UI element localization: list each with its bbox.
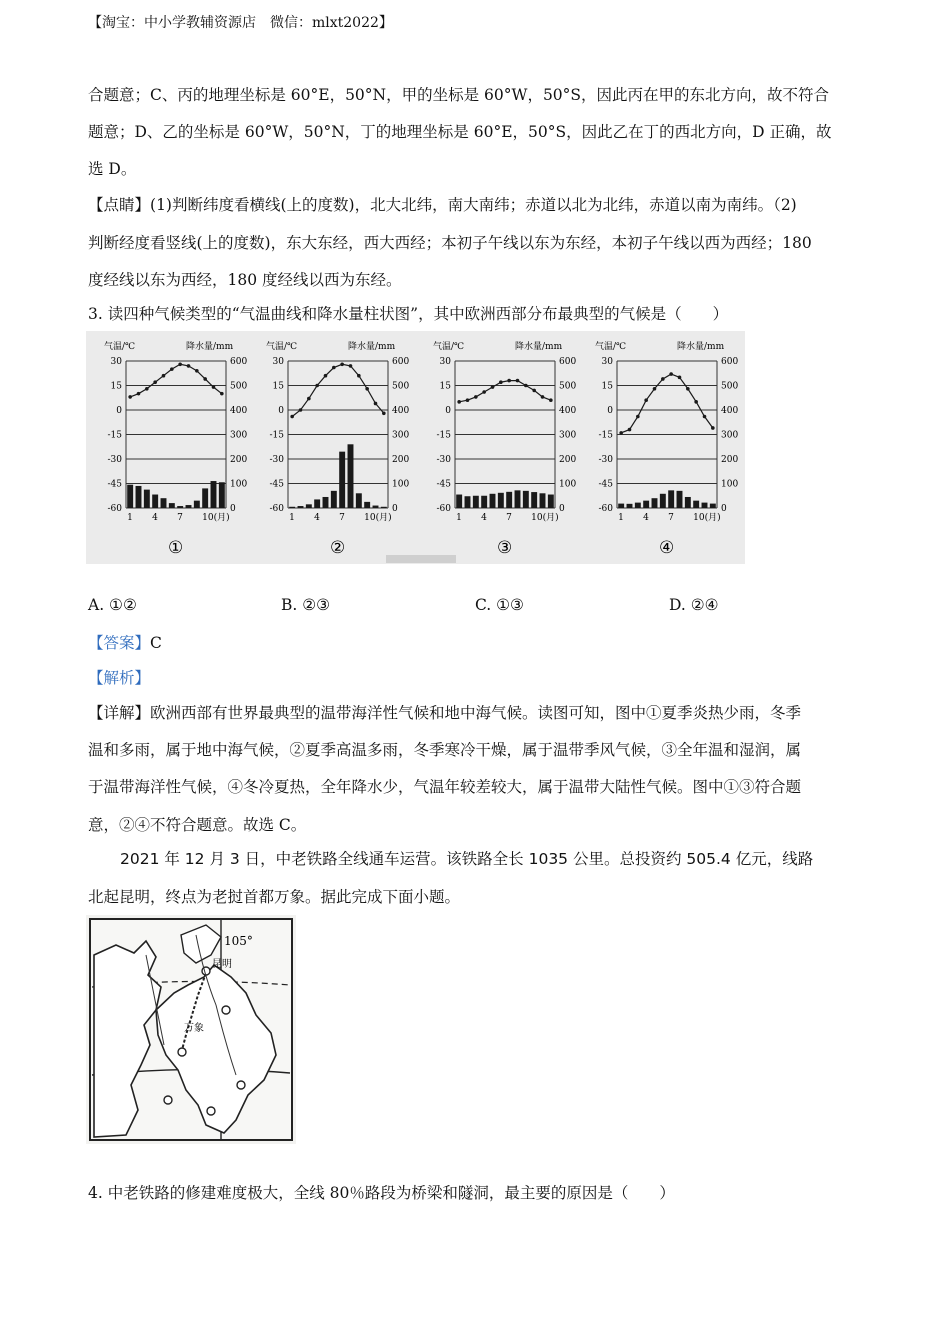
month-tick-label: 4	[152, 513, 158, 523]
temp-tick-label: 30	[272, 357, 284, 367]
temperature-point	[357, 374, 361, 378]
month-tick-label: 7	[668, 513, 674, 523]
temperature-point	[482, 390, 486, 394]
temperature-point	[532, 389, 536, 393]
precip-bar	[219, 482, 225, 508]
precip-tick-label: 500	[230, 381, 248, 392]
temperature-point	[524, 384, 528, 388]
temperature-point	[628, 428, 632, 432]
precip-tick-label: 100	[230, 479, 248, 490]
page-header: 【淘宝：中小学教辅资源店 微信：mlxt2022】	[88, 15, 393, 31]
precip-tick-label: 300	[392, 430, 410, 441]
temperature-point	[290, 415, 294, 419]
precip-tick-label: 0	[721, 504, 727, 514]
precip-bar	[618, 504, 624, 508]
temperature-point	[619, 431, 623, 435]
climate-charts-figure	[86, 331, 745, 564]
precip-tick-label: 200	[392, 455, 410, 465]
vientiane-marker	[178, 1048, 186, 1056]
month-tick-label: 7	[177, 513, 183, 523]
precip-bar	[306, 504, 312, 508]
precip-bar	[144, 490, 150, 508]
precip-bar	[127, 485, 133, 508]
city-marker	[237, 1081, 245, 1089]
temperature-point	[711, 426, 715, 430]
temp-tick-label: -30	[107, 455, 122, 465]
vientiane-label: 万象	[184, 1023, 204, 1034]
precip-bar	[523, 491, 529, 508]
temperature-point	[307, 397, 311, 401]
temp-tick-label: 30	[110, 357, 122, 367]
temperature-point	[516, 379, 520, 383]
precip-bar	[456, 495, 462, 508]
tip-line-3: 度经线以东为西经，180 度经线以西为东经。	[88, 271, 402, 289]
temperature-point	[466, 398, 470, 402]
temp-tick-label: 0	[278, 406, 284, 416]
precip-bar	[331, 491, 337, 508]
temperature-point	[349, 364, 353, 368]
panel-label: ①	[168, 538, 184, 558]
detail-line-4: 意，②④不符合题意。故选 C。	[88, 816, 307, 834]
climate-charts-svg	[86, 331, 745, 564]
precip-bar	[693, 501, 699, 508]
temperature-point	[178, 362, 182, 366]
temp-axis-title: 气温/℃	[433, 342, 465, 352]
railway-map	[86, 915, 296, 1144]
temp-axis-title: 气温/℃	[595, 342, 627, 352]
panel-label: ④	[659, 538, 675, 558]
precip-bar	[531, 492, 537, 508]
temperature-point	[128, 395, 132, 399]
temperature-point	[661, 377, 665, 381]
temperature-point	[382, 411, 386, 415]
temp-axis-title: 气温/℃	[104, 342, 136, 352]
precip-bar	[498, 493, 504, 508]
precip-axis-title: 降水量/mm	[186, 342, 234, 352]
temp-tick-label: -30	[598, 455, 613, 465]
month-tick-label: 1	[289, 513, 295, 523]
temp-tick-label: 15	[110, 381, 122, 392]
month-tick-label: 1	[127, 513, 133, 523]
temp-tick-label: -15	[436, 430, 451, 441]
precip-bar	[381, 507, 387, 508]
precip-bar	[660, 494, 666, 508]
precip-bar	[298, 506, 304, 508]
option-d: D. ②④	[669, 596, 719, 614]
temperature-point	[220, 392, 224, 396]
precip-bar	[211, 481, 217, 508]
precip-tick-label: 0	[559, 504, 565, 514]
precip-bar	[194, 501, 200, 508]
precip-bar	[643, 501, 649, 508]
temperature-curve	[459, 381, 551, 402]
precip-tick-label: 0	[230, 504, 236, 514]
detail-line-2: 温和多雨，属于地中海气候，②夏季高温多雨，冬季寒冷干燥，属于温带季风气候，③全年温和湿润，属	[88, 741, 802, 759]
detail-line-3: 于温带海洋性气候，④冬冷夏热，全年降水少，气温年较差较大，属于温带大陆性气候。图中①③符合题	[88, 778, 802, 796]
month-tick-label: 4	[314, 513, 320, 523]
precip-bar	[356, 493, 362, 508]
temperature-point	[541, 395, 545, 399]
kunming-marker	[202, 967, 210, 975]
temp-tick-label: 30	[439, 357, 451, 367]
precip-bar	[314, 499, 320, 508]
precip-bar	[186, 505, 192, 508]
temperature-point	[187, 364, 191, 368]
analysis-label: 【解析】	[88, 669, 151, 687]
smudge	[386, 555, 456, 563]
temp-tick-label: -45	[107, 479, 122, 490]
precip-bar	[685, 497, 691, 508]
month-tick-label: 1	[618, 513, 624, 523]
temp-tick-label: -15	[269, 430, 284, 441]
temp-tick-label: 15	[272, 381, 284, 392]
prev-answer-line-1: 合题意；C、丙的地理坐标是 60°E，50°N，甲的坐标是 60°W，50°S，因此丙在甲的东北方向，故不符合	[88, 86, 830, 104]
temperature-point	[669, 372, 673, 376]
passage-line-1: 2021 年 12 月 3 日，中老铁路全线通车运营。该铁路全长 1035 公里。总投资约 505.4 亿元，线路	[120, 850, 814, 868]
temp-tick-label: -60	[436, 504, 451, 514]
railway-map-svg	[86, 915, 296, 1144]
precip-bar	[323, 497, 329, 508]
precip-bar	[515, 490, 521, 508]
temp-tick-label: 0	[116, 406, 122, 416]
city-marker	[222, 1006, 230, 1014]
precip-bar	[540, 493, 546, 508]
temperature-point	[499, 380, 503, 384]
temperature-point	[153, 380, 157, 384]
passage-line-2: 北起昆明，终点为老挝首都万象。据此完成下面小题。	[88, 888, 461, 906]
tip-text-1: (1)判断纬度看横线(上的度数)，北大北纬，南大南纬；赤道以北为北纬，赤道以南为南纬。（2)	[150, 196, 797, 214]
temp-tick-label: -45	[269, 479, 284, 490]
precip-tick-label: 100	[559, 479, 577, 490]
answer-value: C	[150, 634, 162, 652]
precip-tick-label: 200	[559, 455, 577, 465]
precip-bar	[702, 503, 708, 508]
precip-axis-title: 降水量/mm	[348, 342, 396, 352]
month-tick-label: 10(月)	[202, 513, 230, 523]
tip-line-1	[88, 193, 797, 215]
precip-bar	[364, 502, 370, 508]
temperature-curve	[292, 364, 384, 416]
month-tick-label: 4	[643, 513, 649, 523]
precip-bar	[710, 504, 716, 508]
precip-tick-label: 200	[721, 455, 739, 465]
precip-tick-label: 400	[392, 406, 410, 416]
detail-label: 【详解】	[88, 704, 151, 722]
longitude-label: 105°	[224, 934, 253, 948]
temperature-point	[145, 387, 149, 391]
temp-tick-label: 30	[601, 357, 613, 367]
precip-bar	[177, 506, 183, 508]
precip-bar	[161, 498, 167, 508]
temperature-point	[491, 385, 495, 389]
precip-tick-label: 500	[392, 381, 410, 392]
answer-label: 【答案】	[88, 634, 151, 652]
temperature-point	[203, 377, 207, 381]
temp-tick-label: -15	[107, 430, 122, 441]
precip-axis-title: 降水量/mm	[515, 342, 563, 352]
precip-bar	[506, 492, 512, 508]
month-tick-label: 4	[481, 513, 487, 523]
precip-bar	[481, 496, 487, 508]
temperature-point	[374, 402, 378, 406]
precip-bar	[548, 495, 554, 508]
precip-tick-label: 100	[392, 479, 410, 490]
temperature-point	[324, 374, 328, 378]
temp-tick-label: -30	[269, 455, 284, 465]
precip-bar	[652, 498, 658, 508]
city-marker	[207, 1107, 215, 1115]
temperature-point	[636, 415, 640, 419]
option-a: A. ①②	[88, 596, 137, 614]
temperature-point	[507, 379, 511, 383]
tip-line-2: 判断经度看竖线(上的度数)，东大东经，西大西经；本初子午线以东为东经，本初子午线以西为西经；180	[88, 234, 812, 252]
month-tick-label: 7	[506, 513, 512, 523]
precip-bar	[169, 503, 175, 508]
precip-bar	[339, 452, 345, 508]
temperature-point	[299, 408, 303, 412]
temperature-curve	[621, 374, 713, 433]
temp-tick-label: -45	[598, 479, 613, 490]
precip-bar	[348, 444, 354, 508]
temp-tick-label: 15	[601, 381, 613, 392]
precip-tick-label: 300	[559, 430, 577, 441]
temperature-point	[653, 387, 657, 391]
temp-tick-label: 0	[607, 406, 613, 416]
temp-tick-label: 15	[439, 381, 451, 392]
temp-tick-label: 0	[445, 406, 451, 416]
temperature-point	[315, 384, 319, 388]
question-3-stem: 3. 读四种气候类型的“气温曲线和降水量柱状图”，其中欧洲西部分布最典型的气候是（ ）	[88, 305, 729, 323]
temp-tick-label: -60	[598, 504, 613, 514]
precip-bar	[289, 507, 295, 508]
temp-tick-label: -30	[436, 455, 451, 465]
temperature-point	[457, 400, 461, 404]
temperature-curve	[130, 364, 222, 397]
precip-bar	[490, 494, 496, 508]
prev-answer-line-2: 题意；D、乙的坐标是 60°W，50°N，丁的地理坐标是 60°E，50°S，因此乙在丁的西北方向，D 正确，故	[88, 123, 832, 141]
precip-tick-label: 400	[721, 406, 739, 416]
temperature-point	[332, 366, 336, 370]
precip-bar	[677, 491, 683, 508]
temp-tick-label: -60	[107, 504, 122, 514]
kunming-label: 昆明	[212, 959, 232, 970]
prev-answer-line-3: 选 D。	[88, 160, 137, 178]
temperature-point	[644, 398, 648, 402]
precip-tick-label: 400	[230, 406, 248, 416]
precip-tick-label: 0	[392, 504, 398, 514]
question-4-stem: 4. 中老铁路的修建难度极大，全线 80％路段为桥梁和隧洞，最主要的原因是（ ）	[88, 1184, 675, 1202]
temperature-point	[694, 400, 698, 404]
temp-tick-label: -15	[598, 430, 613, 441]
precip-bar	[635, 503, 641, 508]
panel-label: ②	[330, 538, 346, 558]
precip-tick-label: 600	[230, 357, 248, 367]
temp-axis-title: 气温/℃	[266, 342, 298, 352]
precip-bar	[668, 490, 674, 508]
precip-tick-label: 600	[559, 357, 577, 367]
detail-line-1	[88, 701, 801, 723]
precip-bar	[373, 506, 379, 508]
precip-tick-label: 400	[559, 406, 577, 416]
temperature-point	[195, 369, 199, 373]
precip-bar	[152, 495, 158, 508]
detail-text-1: 欧洲西部有世界最典型的温带海洋性气候和地中海气候。读图可知，图中①夏季炎热少雨，冬季	[150, 704, 802, 722]
option-c: C. ①③	[475, 596, 524, 614]
month-tick-label: 1	[456, 513, 462, 523]
option-b: B. ②③	[281, 596, 331, 614]
precip-tick-label: 300	[230, 430, 248, 441]
temperature-point	[686, 387, 690, 391]
precip-axis-title: 降水量/mm	[677, 342, 725, 352]
precip-tick-label: 100	[721, 479, 739, 490]
temperature-point	[137, 392, 141, 396]
month-tick-label: 10(月)	[364, 513, 392, 523]
month-tick-label: 7	[339, 513, 345, 523]
precip-tick-label: 500	[559, 381, 577, 392]
answer-line	[88, 631, 162, 653]
temperature-point	[340, 362, 344, 366]
city-marker	[164, 1096, 172, 1104]
temperature-point	[212, 385, 216, 389]
temperature-point	[549, 398, 553, 402]
temperature-point	[678, 376, 682, 380]
precip-bar	[627, 504, 633, 508]
precip-tick-label: 600	[721, 357, 739, 367]
precip-tick-label: 300	[721, 430, 739, 441]
precip-bar	[136, 486, 142, 508]
tip-label: 【点睛】	[88, 196, 151, 214]
temperature-point	[365, 387, 369, 391]
temp-tick-label: -45	[436, 479, 451, 490]
temperature-point	[162, 374, 166, 378]
temperature-point	[474, 395, 478, 399]
precip-tick-label: 200	[230, 455, 248, 465]
precip-bar	[465, 496, 471, 508]
precip-tick-label: 600	[392, 357, 410, 367]
temperature-point	[703, 415, 707, 419]
precip-tick-label: 500	[721, 381, 739, 392]
temperature-point	[170, 367, 174, 371]
panel-label: ③	[497, 538, 513, 558]
month-tick-label: 10(月)	[531, 513, 559, 523]
precip-bar	[202, 488, 208, 508]
precip-bar	[473, 496, 479, 508]
temp-tick-label: -60	[269, 504, 284, 514]
month-tick-label: 10(月)	[693, 513, 721, 523]
